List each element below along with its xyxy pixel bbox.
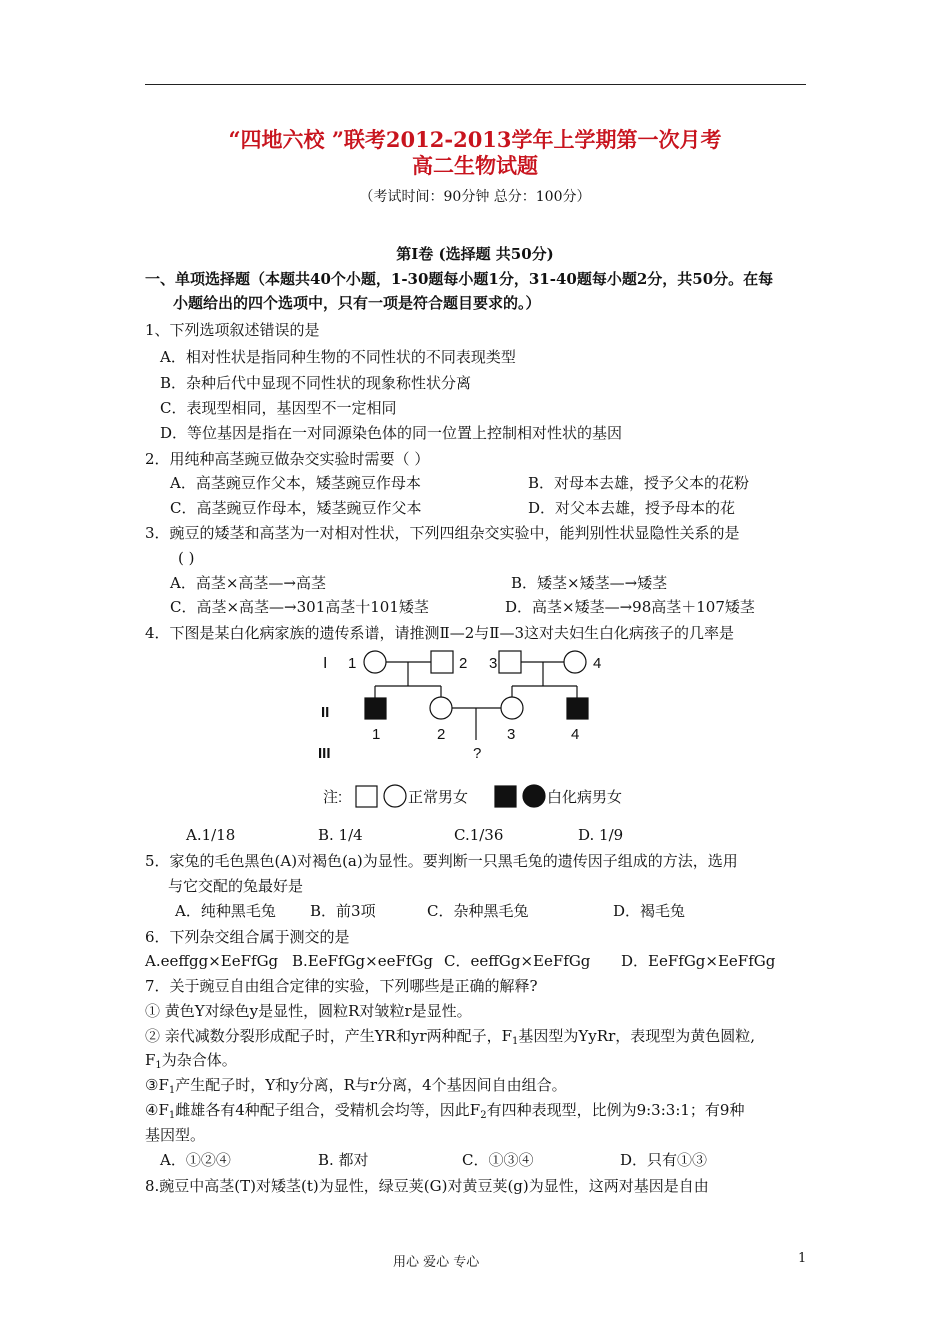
pedigree-ii4-affected-male: [567, 698, 588, 719]
legend-note-label: 注:: [323, 789, 343, 806]
pedigree-i2-number: 2: [459, 655, 468, 672]
q2-option-b: B．对母本去雄，授予父本的花粉: [528, 474, 750, 492]
volume-title: 第Ⅰ卷 (选择题 共50分): [396, 245, 554, 263]
q3-option-d: D．高茎×矮茎—→98高茎＋107矮茎: [505, 598, 755, 616]
q6-option-d: D．EeFfGg×EeFfGg: [621, 952, 776, 970]
q1-option-b: B．杂种后代中显现不同性状的现象称性状分离: [160, 374, 472, 392]
pedigree-i1-number: 1: [348, 655, 357, 672]
q2-option-c: C．高茎豌豆作母本，矮茎豌豆作父本: [170, 499, 422, 517]
q6-option-b: B.EeFfGg×eeFfGg: [292, 952, 434, 970]
q5-option-a: A．纯种黑毛兔: [175, 902, 276, 920]
pedigree-gen3-label: III: [318, 745, 331, 762]
pedigree-i2-male: [431, 651, 453, 673]
q5-stem-line2: 与它交配的兔最好是: [168, 877, 304, 895]
q3-option-b: B．矮茎×矮茎—→矮茎: [511, 574, 668, 592]
q5-option-b: B．前3项: [310, 902, 376, 920]
q4-stem: 4．下图是某白化病家族的遗传系谱，请推测Ⅱ—2与Ⅱ—3这对夫妇生白化病孩子的几率是: [145, 624, 735, 642]
q3-option-c: C．高茎×高茎—→301高茎十101矮茎: [170, 598, 429, 616]
q7-statement-1: ① 黄色Y对绿色y是显性，圆粒R对皱粒r是显性。: [145, 1002, 472, 1020]
pedigree-gen1-label: Ⅰ: [323, 655, 328, 672]
q3-stem-bracket: ( ): [178, 549, 195, 567]
pedigree-i4-number: 4: [593, 655, 602, 672]
q2-option-a: A．高茎豌豆作父本，矮茎豌豆作母本: [170, 474, 421, 492]
q6-option-a: A.eeffgg×EeFfGg: [145, 952, 279, 970]
header-rule: [145, 84, 806, 85]
pedigree-ii3-female: [501, 697, 523, 719]
pedigree-i3-male: [499, 651, 521, 673]
pedigree-i1-female: [364, 651, 386, 673]
q7-option-c: C．①③④: [462, 1151, 534, 1169]
q2-option-d: D．对父本去雄，授予母本的花: [528, 499, 736, 517]
q7-option-b: B. 都对: [318, 1151, 369, 1169]
pedigree-ii4-number: 4: [571, 726, 580, 743]
footer-motto: 用心 爱心 专心: [393, 1255, 480, 1270]
q3-stem: 3．豌豆的矮茎和高茎为一对相对性状，下列四组杂交实验中，能判别性状显隐性关系的是: [145, 524, 740, 542]
q7-statement-3: $③F_1$产生配子时，Y和y分离，R与r分离，4个基因间自由组合。: [145, 1076, 567, 1096]
pedigree-i4-female: [564, 651, 586, 673]
instruction-line1: 一、单项选择题（本题共40个小题，1-30题每小题1分，31-40题每小题2分，共50分。在每: [145, 270, 774, 288]
exam-title: “四地六校 ”联考2012-2013学年上学期第一次月考: [228, 127, 722, 152]
legend-normal-female-icon: [384, 785, 406, 807]
q1-option-c: C．表现型相同，基因型不一定相同: [160, 399, 397, 417]
legend-normal-text: 正常男女: [408, 789, 469, 806]
q4-option-d: D. 1/9: [578, 826, 624, 844]
q8-stem: 8.豌豆中高茎(T)对矮茎(t)为显性，绿豆荚(G)对黄豆荚(g)为显性，这两对基因是自由: [145, 1177, 709, 1195]
page-number: 1: [798, 1251, 807, 1266]
q6-option-c: C．eeffGg×EeFfGg: [444, 952, 591, 970]
pedigree-i3-number: 3: [489, 655, 498, 672]
pedigree-ii3-number: 3: [507, 726, 516, 743]
q1-option-d: D．等位基因是指在一对同源染色体的同一位置上控制相对性状的基因: [160, 424, 623, 442]
q5-option-c: C．杂种黑毛兔: [427, 902, 529, 920]
q2-stem: 2．用纯种高茎豌豆做杂交实验时需要（ ）: [145, 450, 430, 468]
legend-normal-male-icon: [356, 786, 377, 807]
q4-option-b: B. 1/4: [318, 826, 363, 844]
pedigree-gen2-label: II: [321, 704, 330, 721]
q7-statement-4: $④F_1$雌雄各有4种配子组合，受精机会均等，因此$F_2$有四种表现型，比例为9:3:3:1；有9种: [145, 1101, 745, 1121]
pedigree-child-unknown: ?: [473, 745, 482, 762]
exam-info: （考试时间：90分钟 总分：100分）: [359, 189, 591, 205]
legend-affected-male-icon: [495, 786, 516, 807]
q7-stem: 7．关于豌豆自由组合定律的实验，下列哪些是正确的解释?: [145, 977, 538, 995]
instruction-line2: 小题给出的四个选项中，只有一项是符合题目要求的。）: [173, 294, 541, 312]
pedigree-chart: [315, 645, 645, 815]
q7-option-d: D．只有①③: [620, 1151, 708, 1169]
q3-option-a: A．高茎×高茎—→高茎: [170, 574, 326, 592]
pedigree-ii2-female: [430, 697, 452, 719]
q7-option-a: A．①②④: [160, 1151, 231, 1169]
q7-statement-2: ② 亲代减数分裂形成配子时，产生YR和yr两种配子，$F_1$基因型为YyRr，表现型为黄色圆粒,: [145, 1027, 756, 1047]
exam-subtitle: 高二生物试题: [412, 153, 538, 178]
q7-statement-4-cont: 基因型。: [145, 1126, 206, 1144]
q4-option-a: A.1/18: [186, 826, 236, 844]
legend-affected-female-icon: [523, 785, 545, 807]
q6-stem: 6．下列杂交组合属于测交的是: [145, 928, 350, 946]
q1-option-a: A．相对性状是指同种生物的不同性状的不同表现类型: [160, 348, 516, 366]
legend-albino-text: 白化病男女: [547, 789, 623, 806]
pedigree-ii2-number: 2: [437, 726, 446, 743]
pedigree-ii1-number: 1: [372, 726, 381, 743]
q7-statement-2-cont: $F_1$为杂合体。: [145, 1051, 237, 1071]
q5-option-d: D．褐毛兔: [613, 902, 686, 920]
pedigree-ii1-affected-male: [365, 698, 386, 719]
q5-stem: 5．家兔的毛色黑色(A)对褐色(a)为显性。要判断一只黑毛兔的遗传因子组成的方法，选用: [145, 852, 738, 870]
q4-option-c: C.1/36: [454, 826, 504, 844]
q1-stem: 1、下列选项叙述错误的是: [145, 321, 320, 339]
